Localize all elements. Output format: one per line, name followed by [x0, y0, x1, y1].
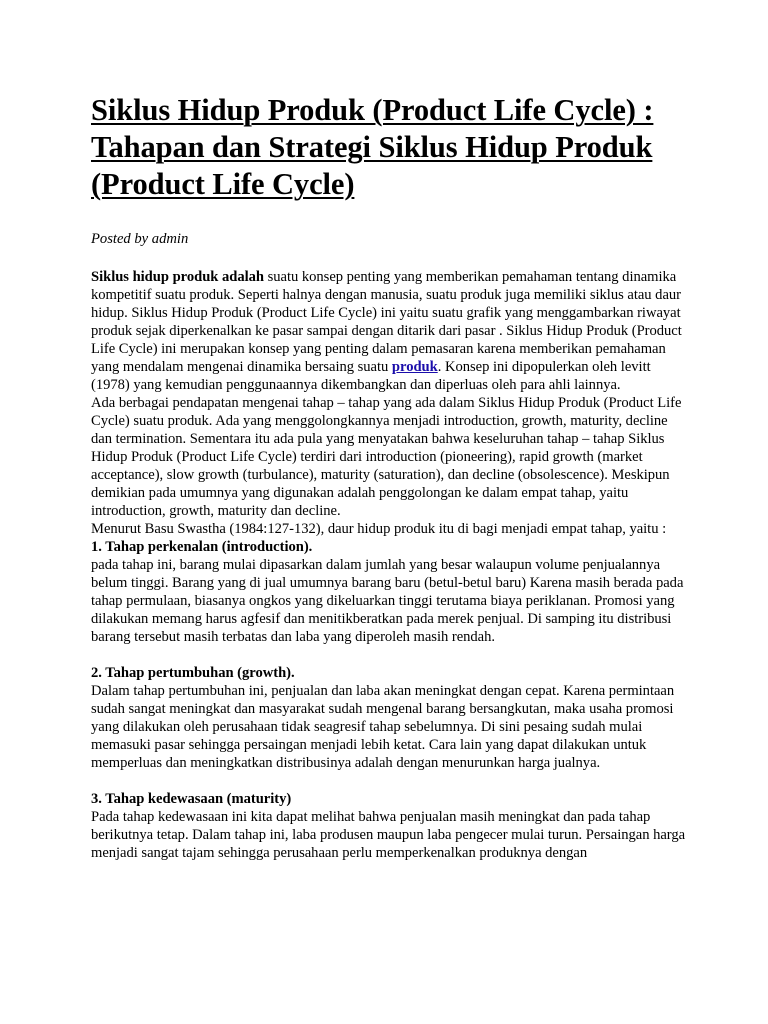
- stage-1-heading: 1. Tahap perkenalan (introduction).: [91, 539, 313, 555]
- article-title: Siklus Hidup Produk (Product Life Cycle) : Tahapan dan Strategi Siklus Hidup Produk (Product Life Cycle): [91, 93, 654, 201]
- stage-2-text: Dalam tahap pertumbuhan ini, penjualan dan laba akan meningkat dengan cepat. Karena permintaan sudah sangat meningkat dan masyarakat sudah mengenal barang bersangkutan, maka usaha promosi yang dilakukan oleh perusahaan tidak seagresif tahap sebelumnya. Di sini pesaing sudah mulai memasuki pasar sehingga persaingan menjadi lebih ketat. Cara lain yang dapat dilakukan untuk memperluas dan meningkatkan distribusinya adalah dengan menurunkan harga jualnya.: [91, 683, 675, 771]
- intro-text-end: . Konsep ini dipopulerkan oleh levitt (1978) yang kemudian penggunaannya dikembangkan dan diperluas oleh para ahli lainnya.: [91, 359, 651, 393]
- stage-1-text: pada tahap ini, barang mulai dipasarkan dalam jumlah yang besar walaupun volume penjualannya belum tinggi. Barang yang di jual umumnya barang baru (betul-betul baru) Karena masih berada pada tahap permulaan, biasanya ongkos yang dikeluarkan tinggi terutama biaya periklanan. Promosi yang dilakukan memang harus agfesif dan menitikberatkan pada merek penjual. Di samping itu distribusi barang tersebut masih terbatas dan laba yang diperoleh masih rendah.: [91, 557, 684, 645]
- byline: Posted by admin: [91, 231, 189, 247]
- stage-3-heading: 3. Tahap kedewasaan (maturity): [91, 791, 292, 807]
- produk-link[interactable]: produk: [391, 359, 438, 375]
- stage-2-heading: 2. Tahap pertumbuhan (growth).: [91, 665, 295, 681]
- article-body: [91, 268, 688, 862]
- opinions-paragraph: Ada berbagai pendapatan mengenai tahap – tahap yang ada dalam Siklus Hidup Produk (Product Life Cycle) suatu produk. Ada yang menggolongkannya menjadi introduction, growth, maturity, decline dan termination. Sementara itu ada pula yang menyatakan bahwa keseluruhan tahap – tahap Siklus Hidup Produk (Product Life Cycle) terdiri dari introduction (pioneering), rapid growth (market acceptance), slow growth (turbulance), maturity (saturation), dan decline (obsolescence). Meskipun demikian pada umumnya yang digunakan adalah penggolongan ke dalam empat tahap, yaitu introduction, growth, maturity dan decline.: [91, 395, 682, 519]
- swastha-paragraph: Menurut Basu Swastha (1984:127-132), daur hidup produk itu di bagi menjadi empat tahap, yaitu :: [91, 521, 667, 537]
- intro-lead: Siklus hidup produk adalah: [91, 269, 264, 285]
- intro-text: suatu konsep penting yang memberikan pemahaman tentang dinamika kompetitif suatu produk. Seperti halnya dengan manusia, suatu produk juga memiliki siklus atau daur hidup. Siklus Hidup Produk (Product Life Cycle) ini yaitu suatu grafik yang menggambarkan riwayat produk sejak diperkenalkan ke pasar sampai dengan ditarik dari pasar . Siklus Hidup Produk (Product Life Cycle) ini merupakan konsep yang penting dalam pemasaran karena memberikan pemahaman yang mendalam mengenai dinamika bersaing suatu: [91, 269, 682, 375]
- stage-3-text: Pada tahap kedewasaan ini kita dapat melihat bahwa penjualan masih meningkat dan pada tahap berikutnya tetap. Dalam tahap ini, laba produsen maupun laba pengecer mulai turun. Persaingan harga menjadi sangat tajam sehingga perusahaan perlu memperkenalkan produknya dengan: [91, 809, 686, 861]
- intro-paragraph: [91, 268, 688, 394]
